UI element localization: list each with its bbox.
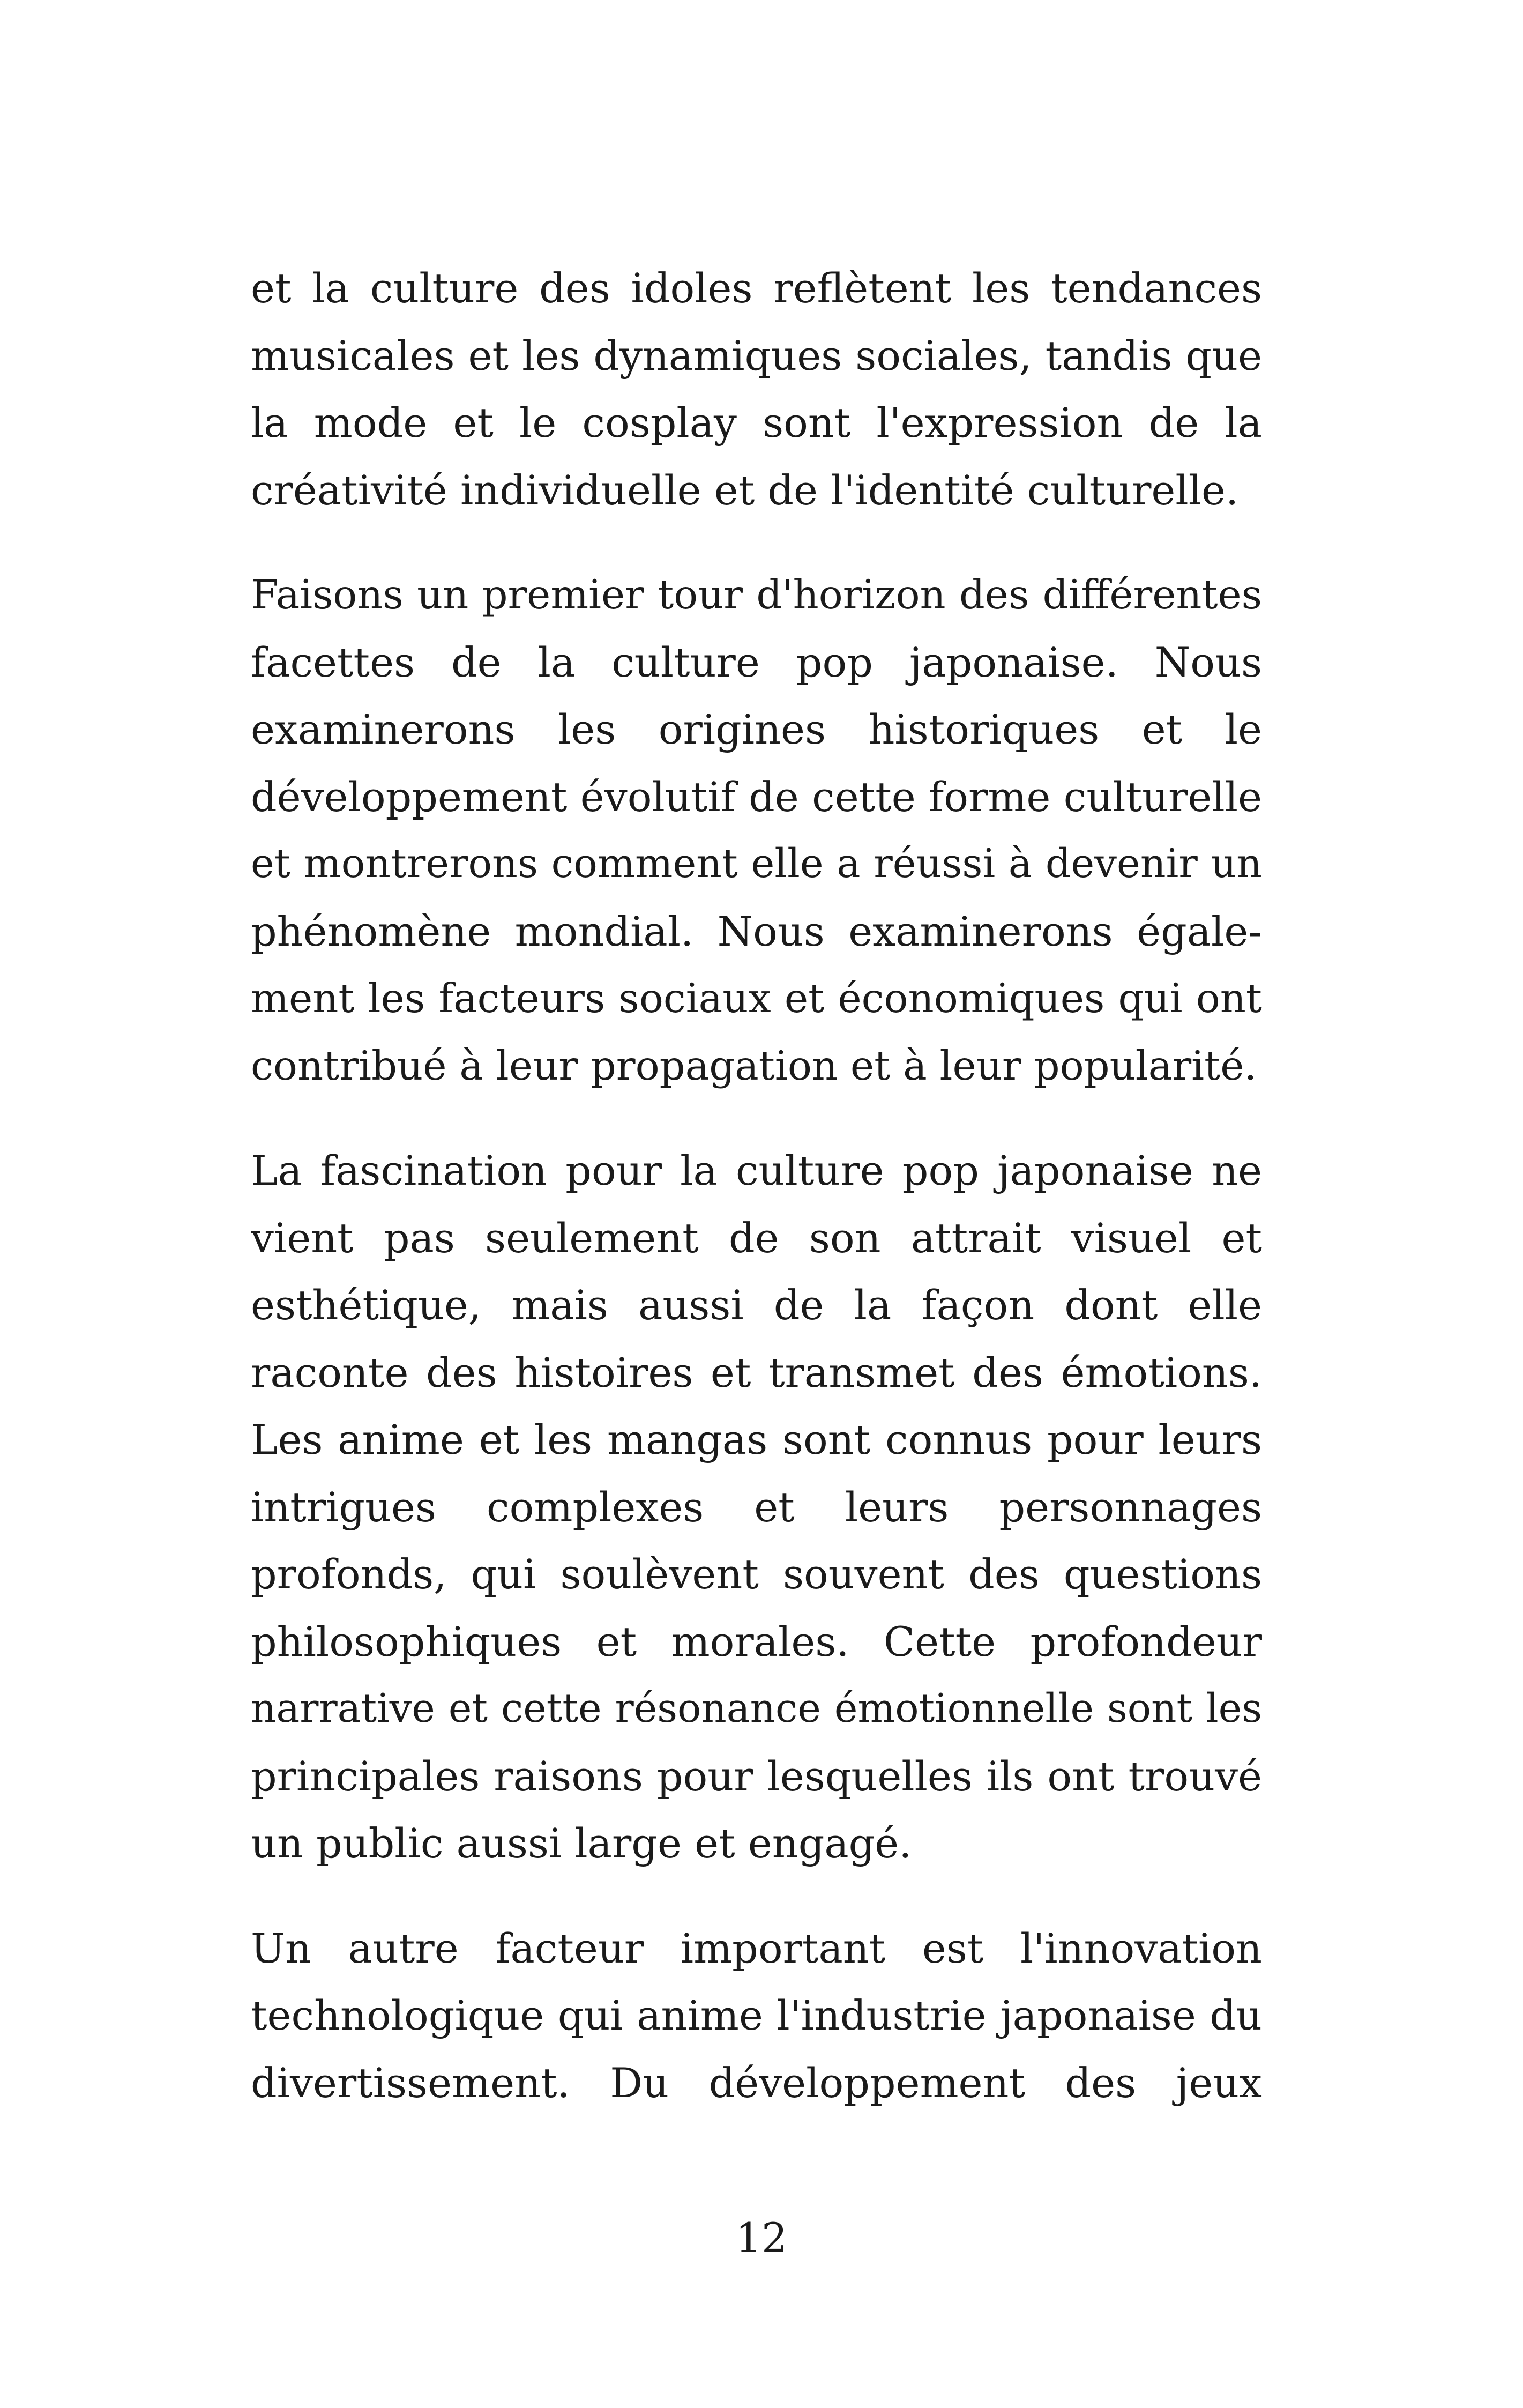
paragraph	[251, 561, 1262, 1099]
text-line: vient pas seulement de son attrait visuel et	[251, 1214, 1262, 1262]
text-line: Les anime et les mangas sont connus pour leurs	[251, 1416, 1262, 1463]
text-line: profonds, qui soulèvent souvent des questions	[251, 1550, 1262, 1598]
text-line: ment les facteurs sociaux et économiques qui ont	[251, 975, 1262, 1022]
text-line: développement évolutif de cette forme culturelle	[251, 772, 1262, 821]
text-line: et la culture des idoles reflètent les tendances	[251, 264, 1262, 312]
text-line: principales raisons pour lesquelles ils ont trouvé	[251, 1752, 1262, 1800]
paragraph	[251, 255, 1262, 524]
text-line: Faisons un premier tour d'horizon des différentes	[251, 571, 1262, 618]
page-number: 12	[735, 2214, 788, 2262]
paragraph-gap	[251, 524, 1262, 561]
text-line: facettes de la culture pop japonaise. Nous	[251, 638, 1262, 686]
body-text	[251, 255, 1262, 2116]
text-line: la mode et le cosplay sont l'expression de la	[251, 399, 1262, 447]
text-line: esthétique, mais aussi de la façon dont elle	[251, 1281, 1262, 1329]
text-line: Un autre facteur important est l'innovation	[251, 1924, 1262, 1972]
text-line: et montrerons comment elle a réussi à devenir un	[251, 841, 1262, 887]
paragraph-gap	[251, 1099, 1262, 1137]
text-line: technologique qui anime l'industrie japonaise du	[251, 1991, 1262, 2039]
text-line: La fascination pour la culture pop japonaise ne	[251, 1147, 1262, 1194]
text-line: raconte des histoires et transmet des émotions.	[251, 1348, 1262, 1396]
text-line: contribué à leur propagation et à leur popularité.	[251, 1042, 1257, 1089]
paragraph	[251, 1137, 1262, 1877]
text-line: divertissement. Du développement des jeux	[251, 2058, 1262, 2107]
text-line: musicales et les dynamiques sociales, tandis que	[251, 331, 1262, 380]
text-line: narrative et cette résonance émotionnelle sont les	[251, 1686, 1262, 1731]
text-line: phénomène mondial. Nous examinerons égale-	[251, 907, 1262, 955]
text-line: créativité individuelle et de l'identité culturelle.	[251, 466, 1239, 514]
text-line: philosophiques et morales. Cette profondeur	[251, 1617, 1262, 1666]
text-line: intrigues complexes et leurs personnages	[251, 1483, 1262, 1531]
text-line: examinerons les origines historiques et le	[251, 705, 1262, 753]
paragraph-gap	[251, 1877, 1262, 1915]
paragraph	[251, 1915, 1262, 2117]
text-line: un public aussi large et engagé.	[251, 1819, 912, 1867]
